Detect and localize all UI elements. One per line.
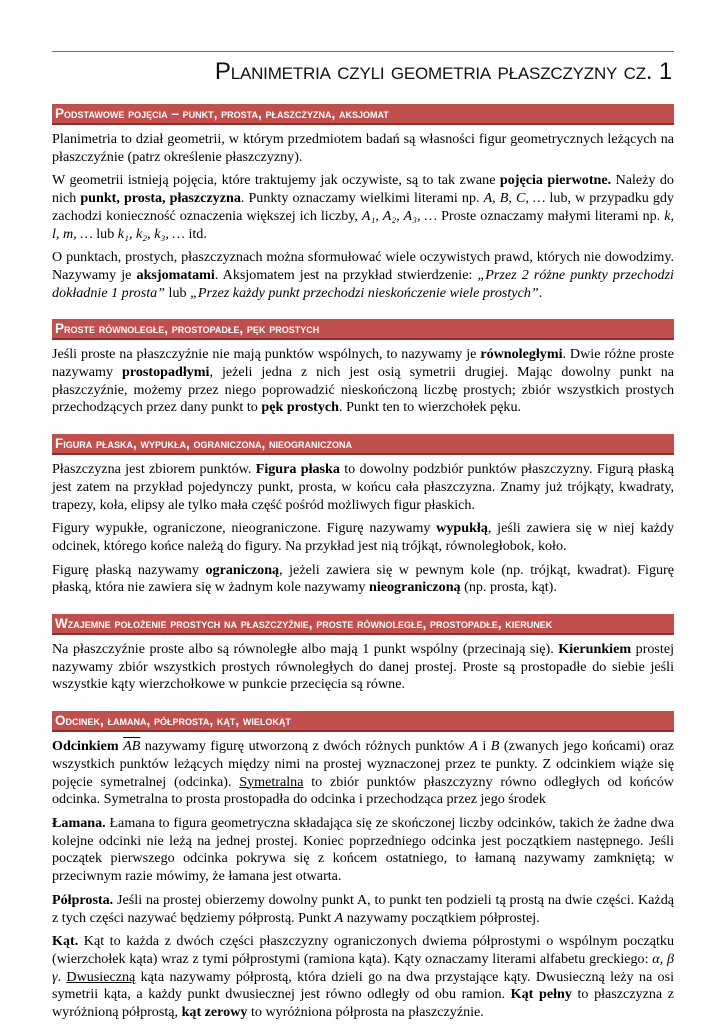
- paragraph: Figury wypukłe, ograniczone, nieograniczone. Figurę nazywamy wypukłą, jeśli zawiera się w niej każdy odcinek, którego końce należą do figury. Na przykład jest nią trójkąt, równoległobok, koło.: [52, 520, 674, 554]
- page-title: Planimetria czyli geometria płaszczyzny cz. 1: [214, 58, 672, 85]
- section-heading-segment: Odcinek, łamana, półprosta, kąt, wielokąt: [52, 711, 674, 732]
- paragraph: Łamana. Łamana to figura geometryczna składająca się ze skończonej liczby odcinków, takich że żadne dwa kolejne odcinki nie leżą na jednej prostej. Koniec poprzedniego odcinka jest początkiem następnego. Jeśli początek pierwszego odcinka pokrywa się z końcem ostatniego, to łamaną nazywamy zamkniętą; w przeciwnym razie mówimy, że łamana jest otwarta.: [52, 814, 674, 885]
- paragraph: Odcinkiem $\overline{AB}$ nazywamy figurę utworzoną z dwóch różnych punktów A i B (zwanych jego końcami) oraz wszystkich punktów leżących między nimi na prostej wyznaczonej przez te punkty. Z odcinkiem wiąże się pojęcie symetralnej (odcinka). Symetralna to zbiór punktów płaszczyzny równo odległych od końców odcinka. Symetralna to prosta prostopadła do odcinka i przechodząca przez jego środek: [52, 738, 675, 808]
- paragraph: W geometrii istnieją pojęcia, które traktujemy jak oczywiste, są to tak zwane pojęcia pierwotne. Należy do nich punkt, prosta, płaszczyzna. Punkty oznaczamy wielkimi literami np. A, B, C, … lub, w przypadku gdy zachodzi konieczność oznaczenia większej ich liczby, A₁, A₂, A₃, … Proste oznaczamy małymi literami np. k, l, m, … lub k₁, k₂, k₃, … itd.: [52, 172, 674, 242]
- paragraph: Na płaszczyźnie proste albo są równoległe albo mają 1 punkt wspólny (przecinają się). Kierunkiem prostej nazywamy zbiór wszystkich prostych równoległych do danej prostej. Proste są prostopadłe do siebie jeśli wszystkie kąty wierzchołkowe w punkcie przecięcia są równe.: [52, 641, 675, 693]
- paragraph: Kąt. Kąt to każda z dwóch części płaszczyzny ograniczonych dwiema półprostymi o wspólnym początku (wierzchołek kąta) wraz z tymi półprostymi (ramiona kąta). Kąty oznaczamy literami alfabetu greckiego: α, β γ. Dwusieczną kąta nazywamy półprostą, która dzieli go na dwa przystające kąty. Dwusieczną leży na osi symetrii kąta, a każdy punkt dwusiecznej jest równo odległy od obu ramion. Kąt pełny to płaszczyzna z wyróżnioną półprostą, kąt zerowy to wyróżniona półprosta na płaszczyźnie.: [52, 933, 675, 1021]
- document-body: [52, 104, 674, 1028]
- top-rule: [52, 51, 674, 52]
- section-heading-mutual-position: Wzajemne położenie prostych na płaszczyźnie, proste równoległe, prostopadłe, kierunek: [52, 614, 674, 635]
- paragraph: O punktach, prostych, płaszczyznach można sformułować wiele oczywistych prawd, których nie dowodzimy. Nazywamy je aksjomatami. Aksjomatem jest na przykład stwierdzenie: „Przez 2 różne punkty przechodzi dokładnie 1 prosta” lub „Przez każdy punkt przechodzi nieskończenie wiele prostych”.: [52, 249, 674, 301]
- paragraph: Jeśli proste na płaszczyźnie nie mają punktów wspólnych, to nazywamy je równoległymi. Dwie różne proste nazywamy prostopadłymi, jeżeli jedna z nich jest osią symetrii drugiej. Mając dowolny punkt na płaszczyźnie, możemy przez niego poprowadzić nieskończoną liczbę prostych; zbiór wszystkich prostych przechodzących przez dany punkt to pęk prostych. Punkt ten to wierzchołek pęku.: [52, 346, 674, 416]
- section-heading-figures: Figura płaska, wypukła, ograniczona, nieograniczona: [52, 434, 674, 455]
- segment-ab-symbol: $\overline{AB}$: [123, 738, 141, 755]
- section-heading-basics: Podstawowe pojęcia – punkt, prosta, płaszczyzna, aksjomat: [52, 104, 674, 125]
- section-heading-lines: Proste równoległe, prostopadłe, pęk prostych: [52, 319, 674, 340]
- paragraph: Figurę płaską nazywamy ograniczoną, jeżeli zawiera się w pewnym kole (np. trójkąt, kwadrat). Figurę płaską, która nie zawiera się w żadnym kole nazywamy nieograniczoną (np. prosta, kąt).: [52, 561, 675, 596]
- paragraph: Półprosta. Jeśli na prostej obierzemy dowolny punkt A, to punkt ten podzieli tą prostą na dwie części. Każdą z tych części nazywać będziemy półprostą. Punkt A nazywamy początkiem półprostej.: [52, 891, 674, 926]
- paragraph: Płaszczyzna jest zbiorem punktów. Figura płaska to dowolny podzbiór punktów płaszczyzny. Figurą płaską jest zatem na przykład pojedynczy punkt, prosta, w końcu cała płaszczyzna. Znamy już trójkąty, kwadraty, trapezy, koła, elipsy ale tylko mała część pośród możliwych figur płaskich.: [52, 461, 674, 513]
- paragraph: Planimetria to dział geometrii, w którym przedmiotem badań są własności figur geometrycznych leżących na płaszczyźnie (patrz określenie płaszczyzny).: [52, 131, 674, 165]
